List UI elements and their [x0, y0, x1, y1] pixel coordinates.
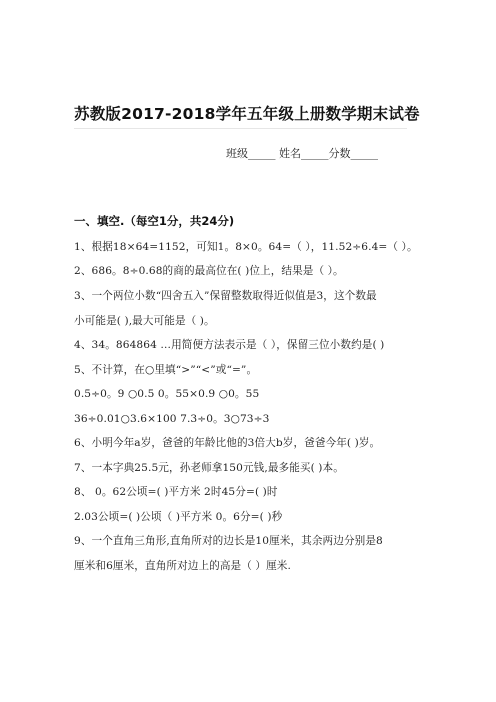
student-info-line: 班级_____ 姓名_____分数_____: [226, 147, 378, 160]
question-line: 36÷0.01○3.6×100 7.3÷0。3○73÷3: [74, 413, 270, 425]
question-line: 0.5÷0。9 ○0.5 0。55×0.9 ○0。55: [74, 388, 260, 400]
question-line: 3、一个两位小数“四舍五入”保留整数取得近似值是3，这个数最: [74, 290, 377, 302]
title-divider: [74, 128, 407, 129]
question-line: 2.03公顷=( )公顷（ )平方米 0。6分=( )秒: [74, 511, 283, 523]
question-line: 6、小明今年a岁，爸爸的年龄比他的3倍大b岁，爸爸今年( )岁。: [74, 437, 381, 449]
question-line: 7、一本字典25.5元，孙老师拿150元钱,最多能买( )本。: [74, 462, 344, 474]
question-line: 小可能是( ),最大可能是（ )。: [74, 315, 215, 327]
question-line: 厘米和6厘米，直角所对边上的高是（ ）厘米.: [74, 560, 291, 572]
question-line: 5、不计算，在○里填“>”“<”或“=”。: [74, 364, 258, 376]
question-line: 1、根据18×64=1152，可知1。8×0。64=（ ），11.52÷6.4=（ ）。: [74, 241, 418, 253]
question-line: 2、686。8÷0.68的商的最高位在( )位上，结果是（ ）。: [74, 265, 344, 277]
question-line: 4、34。864864 …用简便方法表示是（ ），保留三位小数约是( ): [74, 339, 385, 351]
document-title: 苏教版2017-2018学年五年级上册数学期末试卷: [74, 105, 420, 123]
section-heading: 一、填空.（每空1分，共24分): [74, 214, 235, 228]
question-line: 9、一个直角三角形,直角所对的边长是10厘米，其余两边分别是8: [74, 535, 383, 547]
question-line: 8、 0。62公顷=( )平方米 2时45分=( )时: [74, 486, 278, 498]
